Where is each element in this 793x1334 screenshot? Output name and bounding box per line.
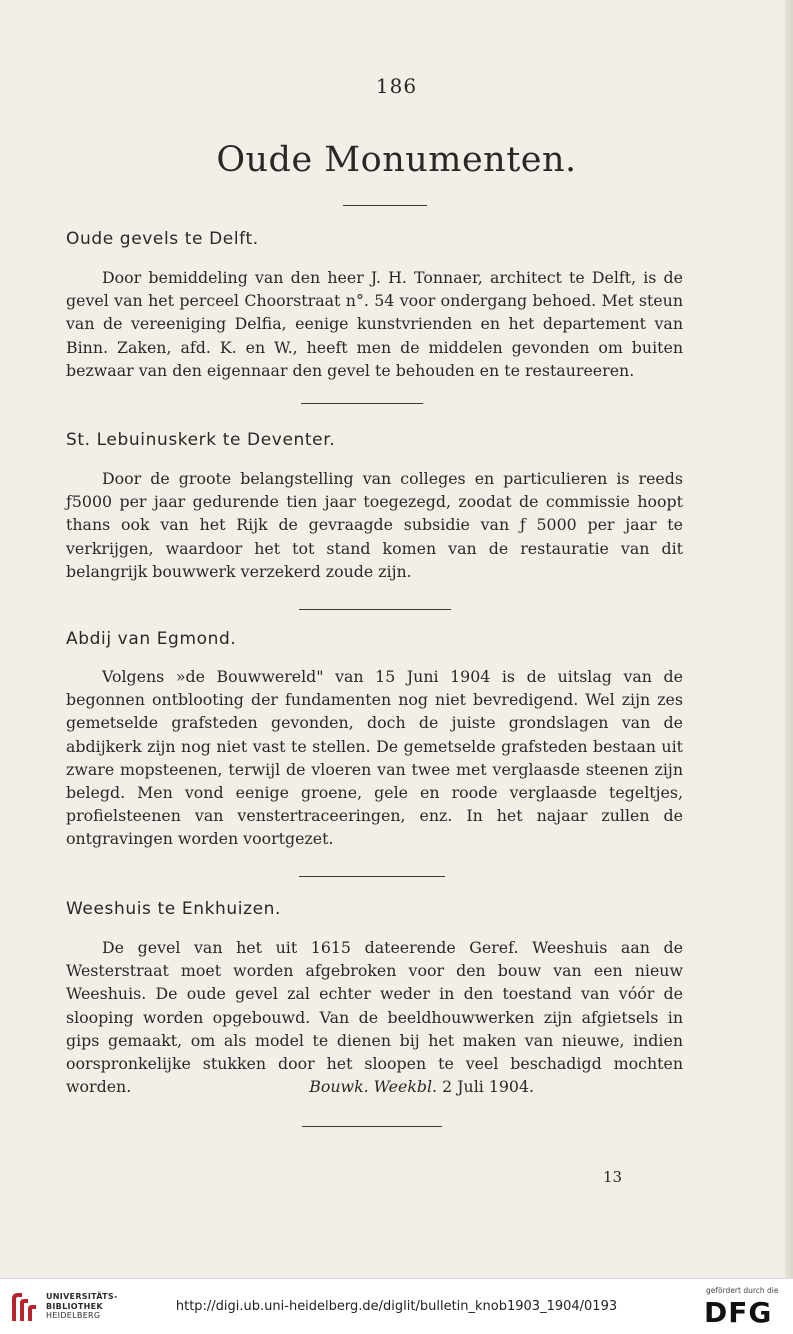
section-divider [302,1126,442,1127]
dfg-logo[interactable]: DFG [704,1296,773,1329]
permalink-url[interactable]: http://digi.ub.uni-heidelberg.de/diglit/bulletin_knob1903_1904/0193 [175,1299,618,1314]
institution-line: HEIDELBERG [46,1311,101,1320]
paragraph-egmond: Volgens »de Bouwwereld" van 15 Juni 1904 is de uitslag van de begonnen ontblooting der fundamenten nog niet bevredigend. Wel zijn zes gemetselde grafsteden gevonden, doch de juiste grondslagen van de abdijkerk zijn nog niet vast te stellen. De gemetselde grafsteden bestaan uit zware mopsteenen, terwijl de vloeren van twee met verglaasde steenen zijn belegd. Men vond eenige groene, gele en roode verglaasde tegeltjes, profielsteenen van venstertraceeringen, enz. In het najaar zullen de ontgravingen worden voortgezet. [66,667,683,849]
section-heading-delft: Oude gevels te Delft. [66,229,259,249]
section-divider [299,609,451,610]
section-divider [299,876,445,877]
page-edge-shadow [785,0,793,1278]
page-title: Oude Monumenten. [216,140,577,180]
paragraph-enkhuizen [66,936,683,1098]
digitization-footer [0,1278,793,1334]
paragraph-delft: Door bemiddeling van den heer J. H. Tonnaer, architect te Delft, is de gevel van het perceel Choorstraat n°. 54 voor ondergang behoed. Met steun van de vereeniging Delfia, eenige kunstvrienden en het departement van Binn. Zaken, afd. K. en W., heeft men de middelen gevonden om buiten bezwaar van den eigennaar den gevel te behouden en te restaureeren. [66,268,683,380]
signature-mark: 13 [603,1168,623,1186]
section-divider [301,403,423,404]
paragraph-enkhuizen-text: De gevel van het uit 1615 dateerende Geref. Weeshuis aan de Westerstraat moet worden afgebroken voor den bouw van een nieuw Weeshuis. De oude gevel zal echter weder in den toestand van vóór de slooping worden opgebouwd. Van de beeldhouwwerken zijn afgietsels in gips gemaakt, om als model te dienen bij het maken van nieuwe, indien oorspronkelijke stukken door het sloopen te veel beschadigd mochten worden. [66,938,683,1097]
section-heading-deventer: St. Lebuinuskerk te Deventer. [66,430,336,450]
title-divider [343,205,427,206]
section-heading-egmond: Abdij van Egmond. [66,629,237,649]
institution-line: BIBLIOTHEK [46,1301,103,1311]
institution-line: UNIVERSITÄTS- [46,1292,118,1301]
citation-date: 2 Juli 1904. [442,1077,535,1097]
page-number: 186 [375,74,418,98]
paragraph-deventer: Door de groote belangstelling van colleges en particulieren is reeds ƒ5000 per jaar gedurende tien jaar toegezegd, zoodat de commissie hoopt thans ook van het Rijk de gevraagde subsidie van ƒ 5000 per jaar te verkrijgen, waardoor het tot stand komen van de restauratie van dit belangrijk bouwwerk verzekerd zoude zijn. [66,469,683,581]
section-heading-enkhuizen: Weeshuis te Enkhuizen. [66,899,282,919]
funding-caption: gefördert durch die [706,1286,779,1295]
citation-source: Bouwk. Weekbl. [309,1077,438,1097]
